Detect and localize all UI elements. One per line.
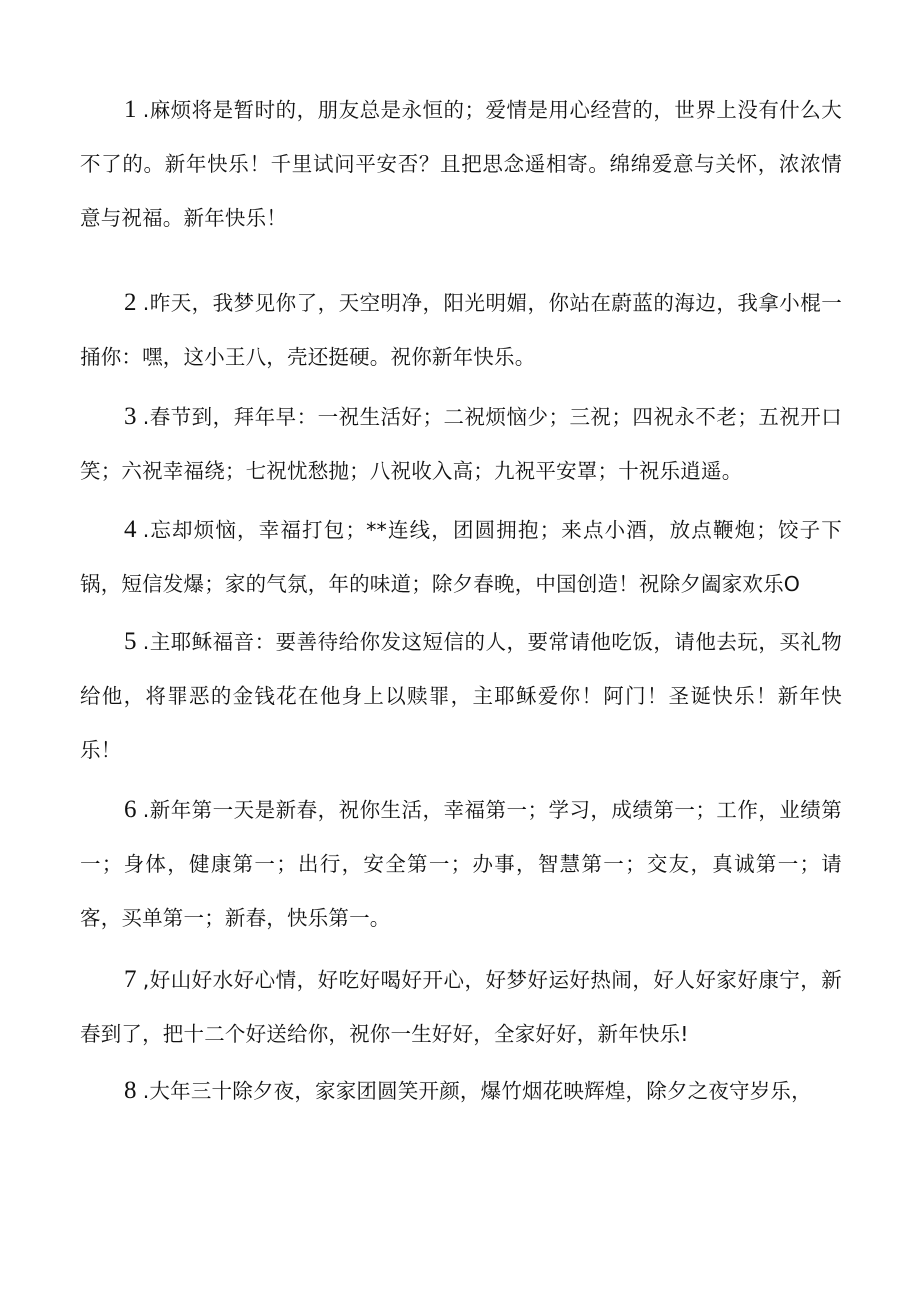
- item-text: .主耶稣福音：要善待给你发这短信的人，要常请他吃饭，请他去玩，买礼物给他，将罪恶的金钱花在他身上以赎罪，主耶稣爱你！阿门！圣诞快乐！新年快乐！: [80, 630, 842, 762]
- item-text: .忘却烦恼，幸福打包；**连线，团圆拥抱；来点小酒，放点鞭炮；饺子下锅，短信发爆；家的气氛，年的味道；除夕春晚，中国创造！祝除夕阖家欢乐O: [80, 518, 842, 596]
- list-item: [80, 276, 842, 384]
- item-number: 8: [124, 1077, 137, 1104]
- item-number: 1: [124, 96, 137, 123]
- item-text: .大年三十除夕夜，家家团圆笑开颜，爆竹烟花映辉煌，除夕之夜守岁乐，: [142, 1079, 812, 1103]
- item-text: .新年第一天是新春，祝你生活，幸福第一；学习，成绩第一；工作，业绩第一；身体，健康第一；出行，安全第一；办事，智慧第一；交友，真诚第一；请客，买单第一；新春，快乐第一。: [80, 798, 842, 930]
- list-item: [80, 503, 842, 611]
- item-text: .春节到，拜年早：一祝生活好；二祝烦恼少；三祝；四祝永不老；五祝开口笑；六祝幸福绕；七祝忧愁抛；八祝收入高；九祝平安罩；十祝乐逍遥。: [80, 405, 842, 483]
- item-number: 3: [124, 403, 137, 430]
- list-item: [80, 1064, 842, 1118]
- item-text: .昨天，我梦见你了，天空明净，阳光明媚，你站在蔚蓝的海边，我拿小棍一捅你：嘿，这小王八，壳还挺硬。祝你新年快乐。: [80, 291, 842, 369]
- item-number: 6: [124, 796, 137, 823]
- item-number: 7: [124, 966, 137, 993]
- item-text: .麻烦将是暂时的，朋友总是永恒的；爱情是用心经营的，世界上没有什么大不了的。新年快乐！千里试问平安否？且把思念遥相寄。绵绵爱意与关怀，浓浓情意与祝福。新年快乐！: [80, 98, 842, 230]
- list-item: [80, 783, 842, 945]
- list-item: [80, 83, 842, 245]
- list-item: [80, 953, 842, 1061]
- list-item: [80, 390, 842, 498]
- item-text: ,好山好水好心情，好吃好喝好开心，好梦好运好热闹，好人好家好康宁，新春到了，把十二个好送给你，祝你一生好好，全家好好，新年快乐!: [80, 968, 842, 1046]
- list-item: [80, 615, 842, 777]
- item-number: 2: [124, 289, 137, 316]
- item-number: 5: [124, 628, 137, 655]
- item-number: 4: [124, 516, 137, 543]
